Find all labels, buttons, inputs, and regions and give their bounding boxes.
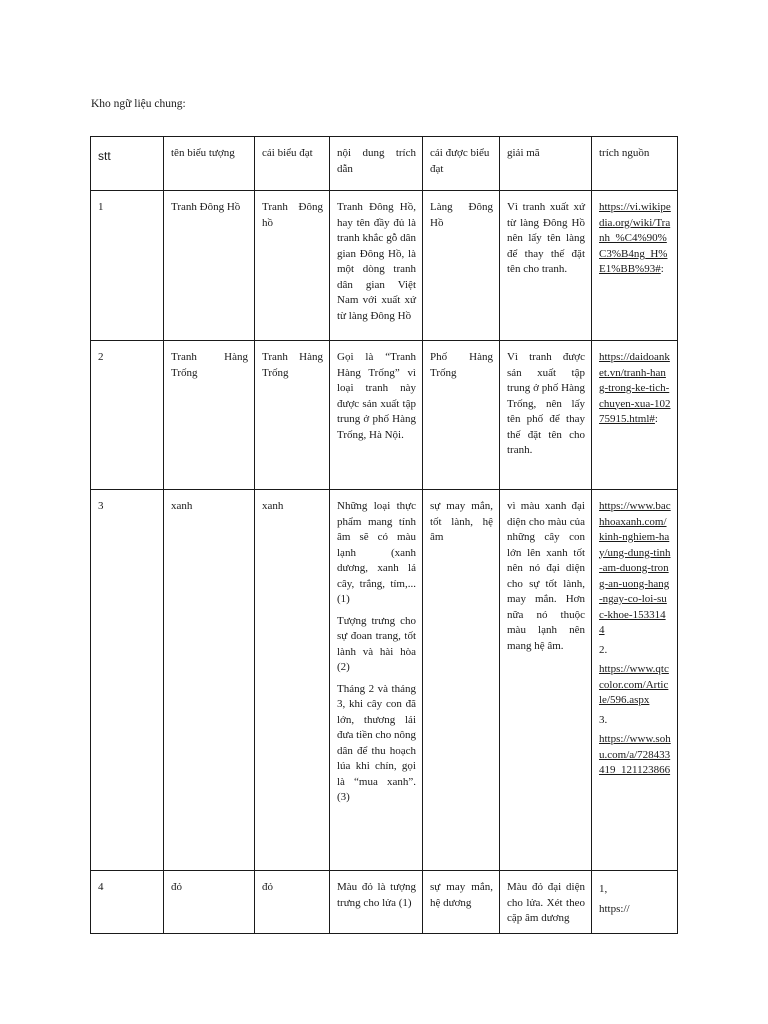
source-entry <box>599 643 671 709</box>
header-source: trích nguồn <box>592 137 678 191</box>
cell-decode: vì màu xanh đại diện cho màu của những cây con lớn lên xanh tốt nên nó đại diện cho sự tốt lành, may mắn. Hơn nữa nó thuộc màu lạnh nên mang hệ âm. <box>500 490 592 871</box>
source-entry <box>599 200 671 278</box>
source-entry <box>599 499 671 639</box>
source-link[interactable]: https://vi.wikipedia.org/wiki/Tranh_%C4%90%C3%B4ng_H%E1%BB%93# <box>599 201 671 275</box>
cell-signified: sự may mắn, hệ dương <box>423 871 500 934</box>
cell-stt: 2 <box>91 341 164 490</box>
cell-quote <box>330 191 423 341</box>
cell-signifier: xanh <box>255 490 330 871</box>
table-header-row <box>91 137 678 191</box>
cell-stt: 4 <box>91 871 164 934</box>
source-number: 2. <box>599 643 608 656</box>
table-row <box>91 341 678 490</box>
source-entry <box>599 882 671 917</box>
quote-paragraph: Tượng trưng cho sự đoan trang, tốt lành và hài hòa (2) <box>337 614 416 673</box>
cell-source <box>592 191 678 341</box>
source-suffix: : <box>654 413 658 425</box>
cell-signified: Làng Đông Hồ <box>423 191 500 341</box>
corpus-table <box>90 136 678 934</box>
quote-paragraph: Tháng 2 và tháng 3, khi cây con đã lớn, thương lái đưa tiền cho nông dân để thu hoạch lúa khi chín, gọi là “mua xanh”. (3) <box>337 682 416 803</box>
page-heading: Kho ngữ liệu chung: <box>91 98 186 110</box>
table-row <box>91 191 678 341</box>
header-stt: stt <box>91 137 164 191</box>
header-signified: cái được biểu đạt <box>423 137 500 191</box>
cell-signifier: Tranh Hàng Trống <box>255 341 330 490</box>
header-quote: nội dung trích dẫn <box>330 137 423 191</box>
table-row <box>91 490 678 871</box>
cell-stt: 1 <box>91 191 164 341</box>
cell-signified: sự may mắn, tốt lành, hệ âm <box>423 490 500 871</box>
cell-symbol: đỏ <box>164 871 255 934</box>
header-signifier: cái biểu đạt <box>255 137 330 191</box>
source-number: 3. <box>599 713 608 726</box>
quote-paragraph: Màu đỏ là tượng trưng cho lửa (1) <box>337 881 416 909</box>
cell-symbol: xanh <box>164 490 255 871</box>
cell-quote <box>330 871 423 934</box>
header-decode: giải mã <box>500 137 592 191</box>
cell-decode: Vì tranh xuất xứ từ làng Đông Hồ nên lấy tên làng để thay thế đặt tên cho tranh. <box>500 191 592 341</box>
source-suffix: : <box>660 263 664 275</box>
cell-source <box>592 871 678 934</box>
cell-signifier: Tranh Đông hồ <box>255 191 330 341</box>
cell-signified: Phố Hàng Trống <box>423 341 500 490</box>
cell-decode: Màu đỏ đại diện cho lửa. Xét theo cặp âm dương <box>500 871 592 934</box>
cell-quote <box>330 341 423 490</box>
quote-paragraph: Những loại thực phẩm mang tính âm sẽ có màu lạnh (xanh dương, xanh lá cây, trắng, tím,... (1) <box>337 500 416 605</box>
cell-symbol: Tranh Hàng Trống <box>164 341 255 490</box>
cell-source <box>592 341 678 490</box>
cell-decode: Vì tranh được sản xuất tập trung ở phố Hàng Trống, nên lấy tên phố để thay thế đặt tên cho tranh. <box>500 341 592 490</box>
source-entry <box>599 713 671 779</box>
table-row <box>91 871 678 934</box>
cell-stt: 3 <box>91 490 164 871</box>
source-link[interactable]: https://daidoanket.vn/tranh-hang-trong-ke-tich-chuyen-xua-10275915.html# <box>599 351 671 425</box>
source-link[interactable]: https://www.bachhoaxanh.com/kinh-nghiem-hay/ung-dung-tinh-am-duong-trong-an-uong-hang-ngay-co-loi-suc-khoe-1533144 <box>599 500 671 636</box>
cell-signifier: đỏ <box>255 871 330 934</box>
cell-symbol: Tranh Đông Hồ <box>164 191 255 341</box>
header-symbol: tên biểu tượng <box>164 137 255 191</box>
source-entry <box>599 350 671 428</box>
quote-paragraph: Gọi là “Tranh Hàng Trống” vì loại tranh này được sản xuất tập trung ở phố Hàng Trống, Hà Nội. <box>337 351 416 441</box>
quote-paragraph: Tranh Đông Hồ, hay tên đầy đủ là tranh khắc gỗ dân gian Đông Hồ, là một dòng tranh dân gian Việt Nam với xuất xứ từ làng Đông Hồ <box>337 201 416 322</box>
cell-quote <box>330 490 423 871</box>
cell-source <box>592 490 678 871</box>
source-link[interactable]: https://www.qtccolor.com/Article/596.aspx <box>599 663 669 706</box>
source-number: 1, <box>599 883 608 895</box>
source-link[interactable]: https://www.sohu.com/a/728433419_121123866 <box>599 733 671 776</box>
source-link[interactable]: https:// <box>599 902 630 915</box>
